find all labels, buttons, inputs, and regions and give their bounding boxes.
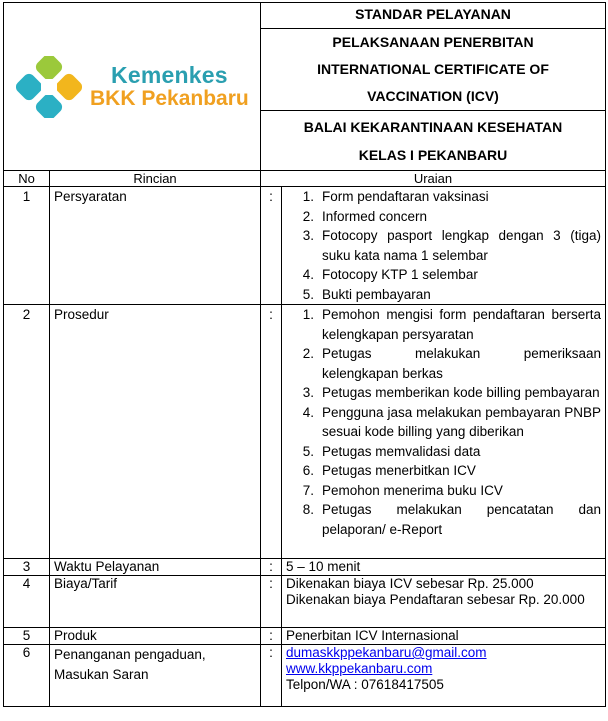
title-line: VACCINATION (ICV) [367, 88, 499, 104]
list-text: Pemohon menerima buku ICV [322, 482, 503, 498]
row-uraian [282, 576, 606, 628]
list-item [286, 500, 601, 539]
website-link[interactable]: www.kkppekanbaru.com [286, 661, 433, 676]
title-balai [261, 111, 606, 171]
list-item [286, 285, 601, 305]
list-number: 6. [302, 463, 314, 478]
list-number: 4. [302, 267, 314, 282]
phone-text: Telpon/WA : 07618417505 [286, 677, 444, 692]
list-text: Pemohon mengisi form pendaftaran berserta kelengkapan persyaratan [322, 307, 601, 342]
table-row [4, 187, 606, 305]
requirements-list [286, 187, 601, 304]
list-item [286, 461, 601, 481]
row-rincian: Persyaratan [50, 187, 261, 305]
title-penerbitan-icv [261, 29, 606, 111]
row-number: 5 [4, 628, 50, 645]
row-colon: : [261, 645, 282, 707]
row-number: 6 [4, 645, 50, 707]
list-item [286, 265, 601, 285]
list-text: Petugas melakukan pemeriksaan kelengkapan berkas [322, 346, 601, 381]
list-text: Bukti pembayaran [322, 286, 431, 302]
row-number: 4 [4, 576, 50, 628]
list-text: Petugas melakukan pencatatan dan pelaporan/ e-Report [322, 502, 601, 537]
list-text: Petugas menerbitkan ICV [322, 463, 476, 478]
list-number: 3. [302, 228, 314, 243]
title-standar-pelayanan: STANDAR PELAYANAN [261, 3, 606, 29]
row-uraian [282, 645, 606, 707]
title-line: KELAS I PEKANBARU [358, 146, 508, 163]
row-rincian: Biaya/Tarif [50, 576, 261, 628]
list-item [286, 305, 601, 344]
column-header-rincian: Rincian [50, 171, 261, 187]
list-number: 7. [302, 482, 314, 498]
logo-line-kemenkes: Kemenkes [111, 61, 228, 88]
list-number: 5. [302, 443, 314, 459]
kemenkes-logo [4, 56, 260, 118]
list-text: Petugas memvalidasi data [322, 443, 481, 459]
list-number: 2. [302, 208, 314, 224]
standard-table [3, 2, 606, 707]
row-number: 3 [4, 559, 50, 576]
list-number: 3. [302, 385, 314, 400]
row-colon: : [261, 305, 282, 559]
list-item [286, 226, 601, 265]
row-rincian: Produk [50, 628, 261, 645]
list-item [286, 442, 601, 462]
title-line: BALAI KEKARANTINAAN KESEHATAN [303, 118, 563, 135]
list-item [286, 481, 601, 501]
list-text: Pengguna jasa melakukan pembayaran PNBP sesuai kode billing yang diberikan [322, 404, 601, 439]
row-colon: : [261, 628, 282, 645]
row-rincian: Penanganan pengaduan, Masukan Saran [50, 645, 261, 707]
list-item [286, 187, 601, 207]
list-item [286, 344, 601, 383]
list-number: 5. [302, 286, 314, 302]
list-text: Form pendaftaran vaksinasi [322, 189, 489, 204]
list-item [286, 403, 601, 442]
list-text: Petugas memberikan kode billing pembayaran [322, 385, 600, 400]
column-header-no: No [4, 171, 50, 187]
row-uraian [282, 305, 606, 559]
row-rincian: Waktu Pelayanan [50, 559, 261, 576]
list-text: Informed concern [322, 208, 428, 224]
list-number: 2. [302, 346, 314, 361]
logo-line-bkk: BKK Pekanbaru [90, 86, 249, 110]
list-number: 8. [302, 502, 314, 517]
table-row [4, 645, 606, 707]
list-number: 1. [302, 307, 314, 322]
table-row [4, 305, 606, 559]
list-item [286, 383, 601, 403]
list-item [286, 207, 601, 227]
procedure-list [286, 305, 601, 539]
row-colon: : [261, 187, 282, 305]
title-line: INTERNATIONAL CERTIFICATE OF [317, 61, 549, 77]
email-link[interactable]: dumaskkppekanbaru@gmail.com [286, 645, 487, 660]
table-row [4, 576, 606, 628]
row-rincian: Prosedur [50, 305, 261, 559]
fee-line: Dikenakan biaya Pendaftaran sebesar Rp. 20.000 [286, 592, 585, 607]
row-colon: : [261, 559, 282, 576]
kemenkes-emblem-icon [16, 56, 82, 118]
list-number: 4. [302, 404, 314, 420]
row-uraian: Penerbitan ICV Internasional [282, 628, 606, 645]
list-text: Fotocopy pasport lengkap dengan 3 (tiga) suku kata nama 1 selembar [322, 228, 601, 263]
row-colon: : [261, 576, 282, 628]
column-header-uraian: Uraian [261, 171, 606, 187]
row-number: 1 [4, 187, 50, 305]
logo-cell [4, 3, 261, 171]
title-line: PELAKSANAAN PENERBITAN [332, 34, 534, 50]
table-row [4, 559, 606, 576]
fee-line: Dikenakan biaya ICV sebesar Rp. 25.000 [286, 576, 534, 591]
row-uraian: 5 – 10 menit [282, 559, 606, 576]
list-number: 1. [302, 189, 314, 204]
list-text: Fotocopy KTP 1 selembar [322, 267, 478, 282]
table-row [4, 628, 606, 645]
row-uraian [282, 187, 606, 305]
row-number: 2 [4, 305, 50, 559]
